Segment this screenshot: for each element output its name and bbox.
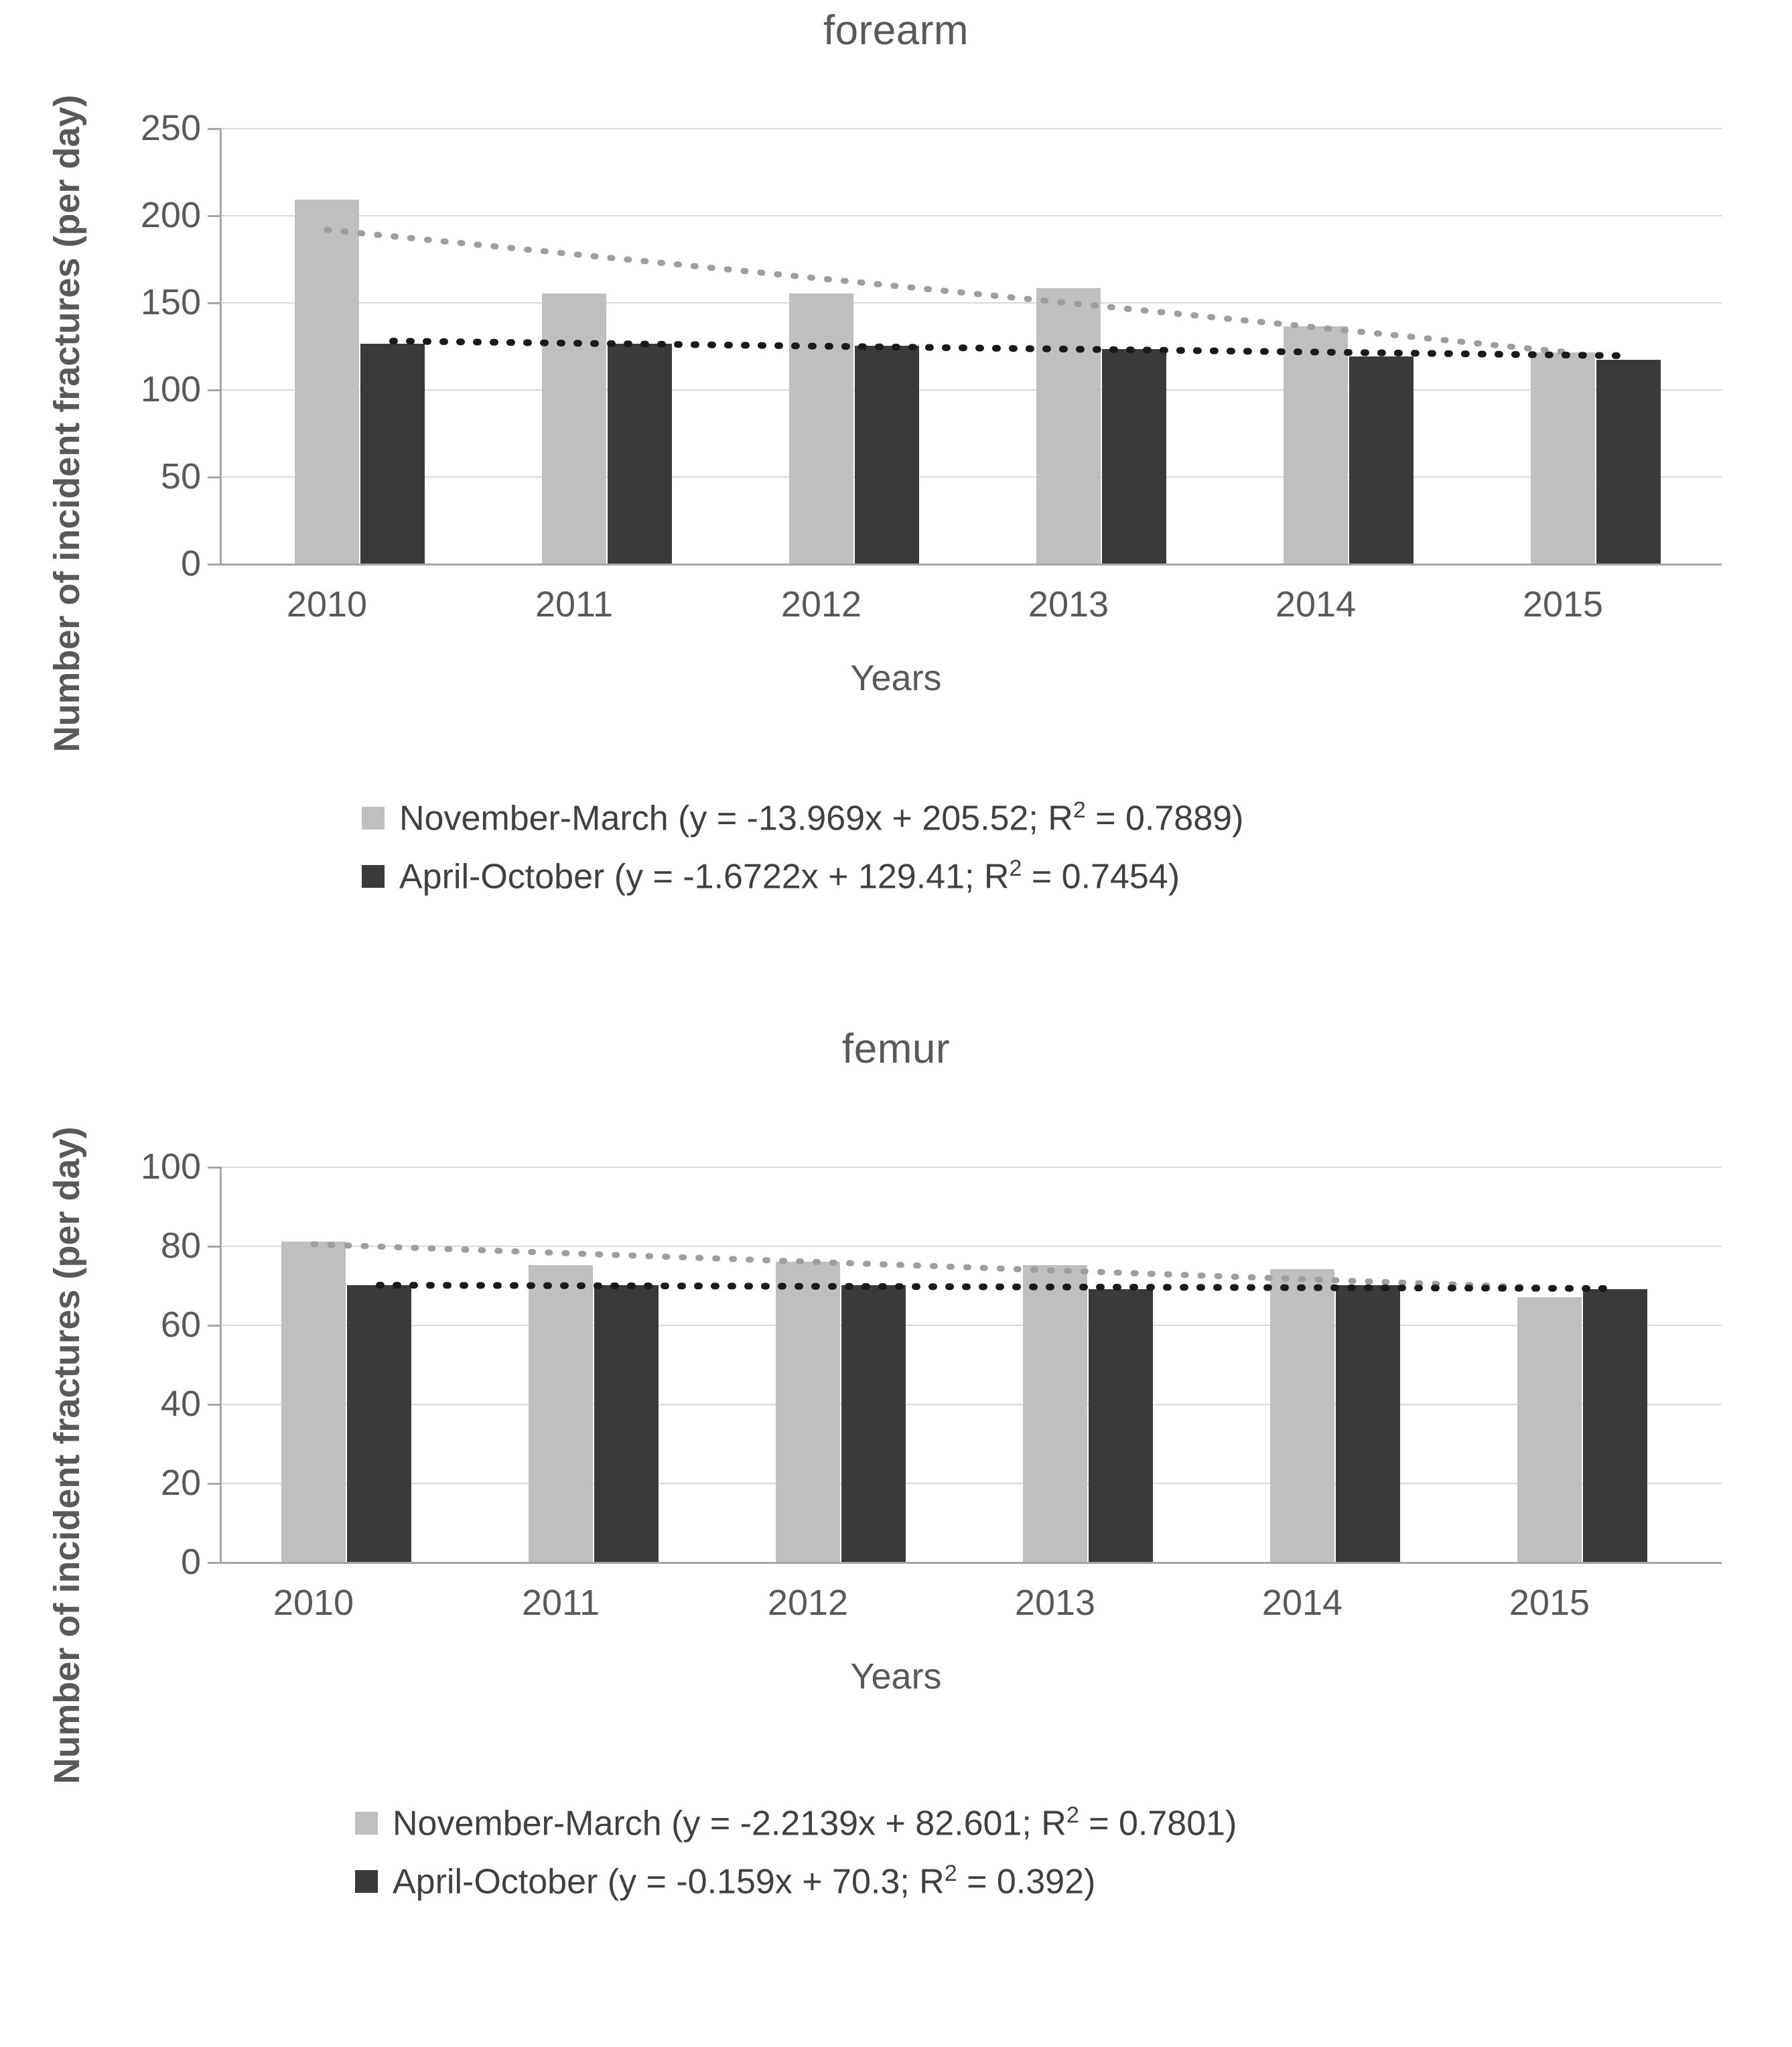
y-tickmark bbox=[208, 128, 221, 130]
x-tick-femur-2015: 2015 bbox=[1509, 1583, 1590, 1623]
legend-label-november-march: November-March (y = -13.969x + 205.52; $R^2 = 0.7889$) bbox=[399, 797, 1244, 838]
y-tick-femur-60: 60 bbox=[160, 1305, 201, 1345]
y-tickmark bbox=[208, 1562, 221, 1564]
x-tick-forearm-2013: 2013 bbox=[1028, 584, 1109, 624]
bar-forearm-ao-2010 bbox=[360, 344, 425, 564]
gridline bbox=[221, 476, 1722, 478]
bar-femur-nm-2014 bbox=[1270, 1269, 1334, 1562]
bar-femur-nm-2010 bbox=[281, 1242, 346, 1562]
y-tick-femur-0: 0 bbox=[180, 1542, 201, 1582]
y-tickmark bbox=[208, 1483, 221, 1485]
legend-item-april-october bbox=[362, 856, 1792, 897]
x-axis-line bbox=[221, 1562, 1722, 1564]
gridline bbox=[221, 1404, 1722, 1405]
x-tick-femur-2013: 2013 bbox=[1014, 1583, 1096, 1623]
gridline bbox=[221, 302, 1722, 304]
plot-area-forearm bbox=[0, 54, 1792, 752]
x-tick-femur-2010: 2010 bbox=[273, 1583, 354, 1623]
legend-swatch-april-october-icon bbox=[355, 1870, 378, 1893]
x-tick-forearm-2015: 2015 bbox=[1522, 584, 1604, 624]
x-axis-title-femur: Years bbox=[850, 1656, 942, 1697]
y-tickmark bbox=[208, 476, 221, 478]
y-tickmark bbox=[208, 389, 221, 391]
bar-forearm-ao-2012 bbox=[855, 346, 919, 564]
chart-title-femur: femur bbox=[842, 1026, 950, 1072]
trendline-nm-femur bbox=[314, 1244, 1549, 1288]
x-tick-forearm-2014: 2014 bbox=[1275, 584, 1357, 624]
bar-forearm-ao-2013 bbox=[1102, 349, 1166, 564]
bar-femur-ao-2012 bbox=[841, 1285, 906, 1562]
legend-label-november-march: November-March (y = -2.2139x + 82.601; $R^2 = 0.7801$) bbox=[393, 1802, 1237, 1843]
y-tickmark bbox=[208, 215, 221, 217]
bar-forearm-nm-2013 bbox=[1036, 288, 1101, 564]
bar-femur-ao-2013 bbox=[1089, 1289, 1153, 1562]
x-axis-title-forearm: Years bbox=[850, 658, 942, 698]
y-tick-femur-40: 40 bbox=[160, 1384, 201, 1424]
bar-forearm-ao-2011 bbox=[608, 344, 672, 564]
y-tickmark bbox=[208, 1246, 221, 1248]
bar-forearm-ao-2015 bbox=[1596, 360, 1661, 564]
y-tick-femur-80: 80 bbox=[160, 1226, 201, 1266]
chart-forearm bbox=[0, 0, 1792, 1018]
bar-forearm-nm-2010 bbox=[295, 200, 359, 564]
y-tickmark bbox=[208, 1404, 221, 1406]
gridline bbox=[221, 215, 1722, 216]
bar-femur-ao-2014 bbox=[1336, 1285, 1400, 1562]
gridline bbox=[221, 1167, 1722, 1168]
chart-title-forearm: forearm bbox=[823, 7, 969, 54]
y-tick-forearm-150: 150 bbox=[140, 282, 201, 322]
legend-swatch-november-march-icon bbox=[355, 1812, 378, 1835]
x-tick-femur-2014: 2014 bbox=[1261, 1583, 1343, 1623]
y-axis-line bbox=[220, 1167, 222, 1564]
y-axis-title-forearm: Number of incident fractures (per day) bbox=[47, 94, 87, 752]
legend-swatch-november-march-icon bbox=[362, 807, 385, 830]
gridline bbox=[221, 128, 1722, 129]
bar-femur-ao-2015 bbox=[1583, 1289, 1647, 1562]
y-tickmark bbox=[208, 302, 221, 304]
y-tick-femur-20: 20 bbox=[160, 1463, 201, 1503]
x-tick-forearm-2010: 2010 bbox=[286, 584, 368, 624]
gridline bbox=[221, 1246, 1722, 1247]
bar-forearm-ao-2014 bbox=[1349, 356, 1414, 564]
x-tick-femur-2011: 2011 bbox=[521, 1583, 600, 1623]
legend-label-april-october: April-October (y = -1.6722x + 129.41; $R^2 = 0.7454$) bbox=[399, 856, 1180, 897]
bar-femur-ao-2010 bbox=[347, 1285, 411, 1562]
bar-forearm-nm-2014 bbox=[1284, 326, 1348, 564]
x-tick-forearm-2011: 2011 bbox=[535, 584, 614, 624]
legend-forearm bbox=[0, 797, 1792, 915]
gridline bbox=[221, 1483, 1722, 1484]
y-tickmark bbox=[208, 564, 221, 566]
bar-femur-ao-2011 bbox=[594, 1285, 659, 1562]
x-tick-femur-2012: 2012 bbox=[767, 1583, 849, 1623]
plot-area-femur bbox=[0, 1073, 1792, 1784]
bar-forearm-nm-2015 bbox=[1531, 352, 1595, 564]
y-tick-forearm-0: 0 bbox=[180, 543, 201, 584]
bar-femur-nm-2011 bbox=[529, 1265, 593, 1562]
bar-forearm-nm-2011 bbox=[542, 293, 606, 564]
legend-item-november-march bbox=[355, 1802, 1792, 1843]
legend-item-november-march bbox=[362, 797, 1792, 838]
trendline-nm-forearm bbox=[327, 230, 1563, 352]
legend-item-april-october bbox=[355, 1861, 1792, 1902]
legend-swatch-april-october-icon bbox=[362, 865, 385, 888]
x-tick-forearm-2012: 2012 bbox=[780, 584, 862, 624]
bar-femur-nm-2015 bbox=[1517, 1297, 1582, 1562]
y-tickmark bbox=[208, 1325, 221, 1327]
gridline bbox=[221, 1325, 1722, 1326]
bar-forearm-nm-2012 bbox=[789, 293, 853, 564]
y-tick-forearm-250: 250 bbox=[140, 108, 201, 148]
y-tick-forearm-200: 200 bbox=[140, 195, 201, 235]
x-axis-line bbox=[221, 564, 1722, 566]
legend-femur bbox=[0, 1802, 1792, 1920]
bar-femur-nm-2012 bbox=[776, 1262, 840, 1562]
legend-label-april-october: April-October (y = -0.159x + 70.3; $R^2 = 0.392$) bbox=[393, 1861, 1096, 1902]
y-tickmark bbox=[208, 1167, 221, 1169]
y-tick-forearm-100: 100 bbox=[140, 369, 201, 409]
y-axis-title-femur: Number of incident fractures (per day) bbox=[47, 1126, 87, 1784]
gridline bbox=[221, 389, 1722, 391]
y-tick-forearm-50: 50 bbox=[160, 456, 201, 497]
y-tick-femur-100: 100 bbox=[140, 1146, 201, 1187]
y-axis-line bbox=[220, 128, 222, 566]
bar-femur-nm-2013 bbox=[1023, 1265, 1087, 1562]
chart-femur bbox=[0, 1018, 1792, 2047]
